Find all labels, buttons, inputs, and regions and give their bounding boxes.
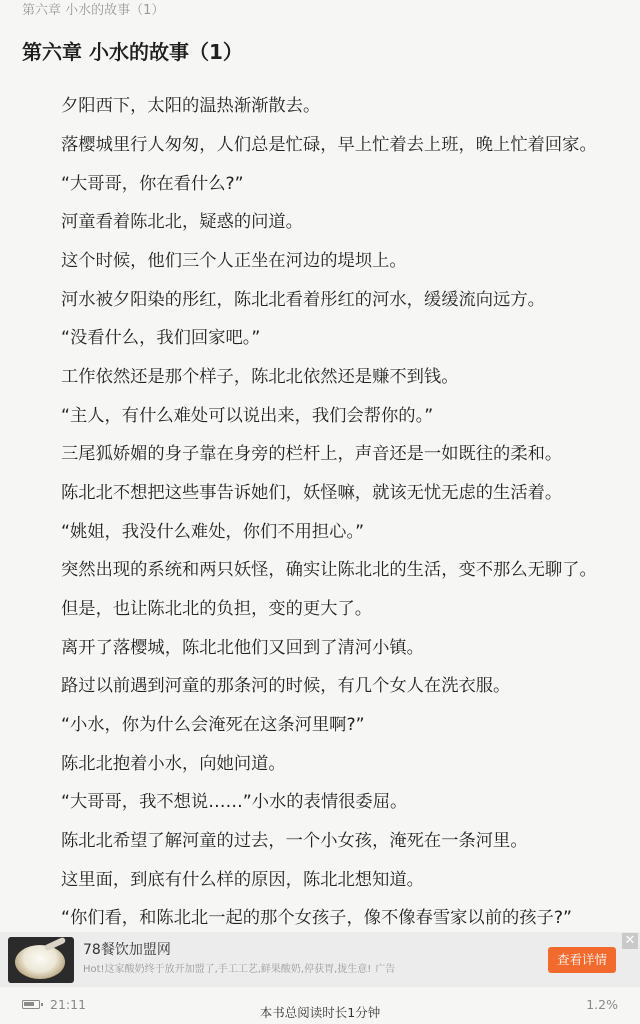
- reading-duration: 本书总阅读时长1分钟: [259, 1005, 381, 1020]
- paragraph: “大哥哥，你在看什么?”: [61, 174, 244, 194]
- ad-description: [83, 963, 395, 977]
- paragraph: 但是，也让陈北北的负担，变的更大了。: [61, 599, 373, 619]
- paragraph: “没看什么，我们回家吧。”: [61, 328, 261, 348]
- paragraph: 河水被夕阳染的彤红，陈北北看着彤红的河水，缓缓流向远方。: [61, 290, 545, 310]
- paragraph: 河童看着陈北北，疑惑的问道。: [61, 212, 303, 232]
- paragraph: 这个时候，他们三个人正坐在河边的堤坝上。: [61, 251, 407, 271]
- chapter-title: 第六章 小水的故事（1）: [22, 40, 243, 64]
- running-header: 第六章 小水的故事（1）: [22, 3, 165, 18]
- paragraph: 落樱城里行人匆匆，人们总是忙碌，早上忙着去上班，晚上忙着回家。: [61, 135, 597, 155]
- paragraph: 夕阳西下，太阳的温热渐渐散去。: [61, 96, 321, 116]
- paragraph: 三尾狐娇媚的身子靠在身旁的栏杆上，声音还是一如既往的柔和。: [61, 444, 563, 464]
- paragraph: “主人，有什么难处可以说出来，我们会帮你的。”: [61, 406, 434, 426]
- paragraph: 陈北北抱着小水，向她问道。: [61, 754, 286, 774]
- paragraph: “你们看，和陈北北一起的那个女孩子，像不像春雪家以前的孩子?”: [61, 908, 572, 928]
- ad-title[interactable]: 78餐饮加盟网: [83, 942, 171, 958]
- paragraph: 这里面，到底有什么样的原因，陈北北想知道。: [61, 870, 424, 890]
- ad-tag: 广告: [375, 964, 396, 975]
- paragraph: “姚姐，我没什么难处，你们不用担心。”: [61, 522, 365, 542]
- close-icon[interactable]: ✕: [622, 933, 638, 949]
- paragraph: 陈北北希望了解河童的过去，一个小女孩，淹死在一条河里。: [61, 831, 528, 851]
- paragraph: 路过以前遇到河童的那条河的时候，有几个女人在洗衣服。: [61, 676, 511, 696]
- paragraph: “小水，你为什么会淹死在这条河里啊?”: [61, 715, 365, 735]
- ad-description-text: Hot!这家酸奶终于放开加盟了,手工工艺,鲜果酸奶,停获胃,拢生意!: [83, 964, 372, 975]
- ad-banner[interactable]: [0, 932, 640, 987]
- paragraph: “大哥哥，我不想说……”小水的表情很委屈。: [61, 792, 408, 812]
- clock-time: 21:11: [50, 997, 87, 1012]
- paragraph: 工作依然还是那个样子，陈北北依然还是赚不到钱。: [61, 367, 459, 387]
- view-details-button[interactable]: 查看详情: [548, 947, 616, 973]
- paragraph: 离开了落樱城，陈北北他们又回到了清河小镇。: [61, 638, 424, 658]
- status-footer: [0, 990, 640, 1024]
- reading-progress: 1.2%: [586, 997, 618, 1012]
- paragraph: 陈北北不想把这些事告诉她们，妖怪嘛，就该无忧无虑的生活着。: [61, 483, 563, 503]
- paragraph: 突然出现的系统和两只妖怪，确实让陈北北的生活，变不那么无聊了。: [61, 560, 597, 580]
- bowl-shape: [15, 945, 65, 979]
- yogurt-bowl-image[interactable]: [8, 937, 74, 983]
